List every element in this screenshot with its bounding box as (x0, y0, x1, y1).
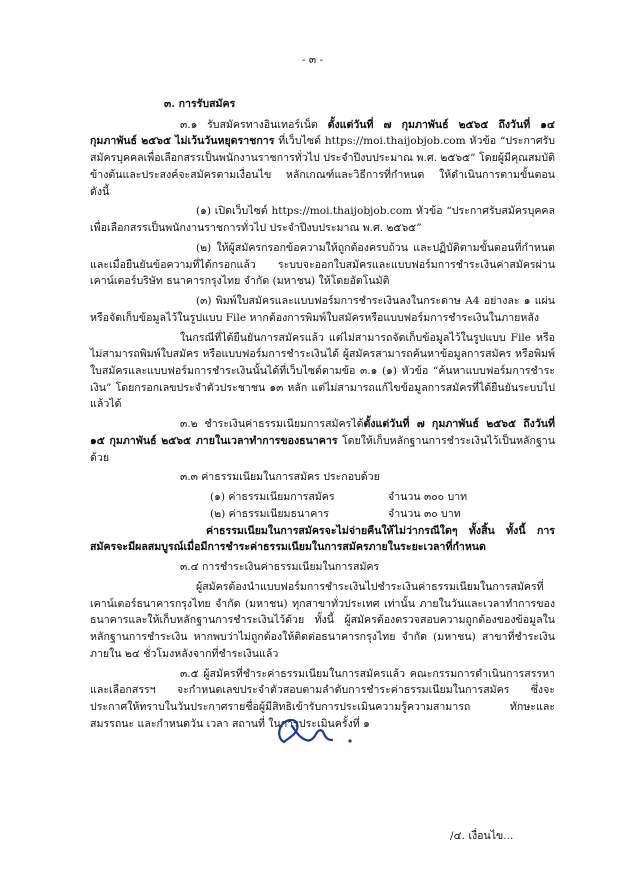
step-2: (๒) ให้ผู้สมัครกรอกข้อความให้ถูกต้องครบถ้วน และปฏิบัติตามขั้นตอนที่กำหนด และเมื่อยืนยันข้อความที่ได้กรอกแล้ว ระบบจะออกใบสมัครและแบบฟอร์มการชำระเงินค่าสมัครผ่านเคาน์เตอร์บริษัท ธนาคารกรุงไทย จำกัด (มหาชน) ให้โดยอัตโนมัติ (90, 241, 555, 288)
paragraph-3-4-body: ผู้สมัครต้องนำแบบฟอร์มการชำระเงินไปชำระเงินค่าธรรมเนียมในการสมัครที่เคาน์เตอร์ธนาคารกรุงไทย จำกัด (มหาชน) ทุกสาขาทั่วประเทศ เท่านั้น ภายในวันและเวลาทำการของธนาคารและให้เก็บหลักฐานการชำระเงินไว้ด้วย ทั้งนี้ ผู้สมัครต้องตรวจสอบความถูกต้องของข้อมูลในหลักฐานการชำระเงิน หากพบว่าไม่ถูกต้องให้ติดต่อธนาคารกรุงไทย จำกัด (มหาชน) สาขาที่ชำระเงินภายใน ๒๔ ชั่วโมงหลังจากที่ชำระเงินแล้ว (90, 580, 555, 660)
fee-amount: จำนวน ๓๐ บาท (388, 507, 461, 520)
step-3: (๓) พิมพ์ใบสมัครและแบบฟอร์มการชำระเงินลงในกระดาษ A4 อย่างละ ๑ แผ่น หรือจัดเก็บข้อมูลไว้ในรูปแบบ File หากต้องการพิมพ์ใบสมัครหรือแบบฟอร์มการชำระเงินในภายหลัง (90, 295, 555, 324)
paragraph-3-2 (90, 416, 555, 466)
paragraph-3-1-body: ที่เว็บไซต์ https://moi.thaijobjob.com หัวข้อ “ประกาศรับสมัครบุคคลเพื่อเลือกสรรเป็นพนักงานราชการทั่วไป ประจำปีงบประมาณ พ.ศ. ๒๕๖๕” โดยผู้มีคุณสมบัติข้างต้นและประสงค์จะสมัครตามเงื่อนไข หลักเกณฑ์และวิธีการที่กำหนด ให้ดำเนินการตามขั้นตอน ดังนี้ (90, 135, 555, 198)
paragraph-3-4: ๓.๔ การชำระเงินค่าธรรมเนียมในการสมัคร (180, 561, 380, 574)
paragraph-3-3: ๓.๓ ค่าธรรมเนียมในการสมัคร ประกอบด้วย (180, 471, 380, 484)
non-refundable-warning: ค่าธรรมเนียมในการสมัครจะไม่จ่ายคืนให้ไม่ว่ากรณีใดๆ ทั้งสิ้น ทั้งนี้ การสมัครจะมีผลสมบูรณ์เมื่อมีการชำระค่าธรรมเนียมในการสมัครภายในระยะเวลาที่กำหนด (90, 524, 555, 554)
application-period: ตั้งแต่วันที่ ๗ กุมภาพันธ์ ๒๕๖๕ ถึงวันที่ ๑๔ กุมภาพันธ์ ๒๕๖๕ ไม่เว้นวันหยุดราชการ (90, 118, 555, 148)
recruitment-section (90, 96, 555, 735)
fee-item (210, 506, 555, 523)
step-3-continued: ในกรณีที่ได้ยืนยันการสมัครแล้ว แต่ไม่สามารถจัดเก็บข้อมูลไว้ในรูปแบบ File หรือไม่สามารถพิมพ์ใบสมัคร หรือแบบฟอร์มการชำระเงินได้ ผู้สมัครสามารถค้นหาข้อมูลการสมัคร หรือพิมพ์ใบสมัครและแบบฟอร์มการชำระเงินนั้นได้ที่เว็บไซต์ตามข้อ ๓.๑ (๑) หัวข้อ “ค้นหาแบบฟอร์มการชำระเงิน” โดยกรอกเลขประจำตัวประชาชน ๑๓ หลัก แต่ไม่สามารถแก้ไขข้อมูลการสมัครที่ได้ยืนยันระบบไปแล้วได้ (90, 331, 555, 411)
page-number: - ๓ - (301, 54, 324, 66)
fee-amount: จำนวน ๓๐๐ บาท (388, 491, 468, 504)
next-page-marker: /๔. เงื่อนไข... (450, 830, 514, 842)
section-heading: ๓. การรับสมัคร (164, 98, 236, 110)
paragraph-3-1 (90, 117, 555, 201)
fee-item (210, 489, 555, 506)
payment-period: ตั้งแต่วันที่ ๗ กุมภาพันธ์ ๒๕๖๕ ถึงวันที่ ๑๕ กุมภาพันธ์ ๒๕๖๕ ภายในเวลาทำการของธนาคาร (90, 418, 555, 447)
paragraph-3-2-lead: ๓.๒ ชำระเงินค่าธรรมเนียมการสมัครได้ (180, 418, 364, 431)
paragraph-3-5: ๓.๕ ผู้สมัครที่ชำระค่าธรรมเนียมในการสมัครแล้ว คณะกรรมการดำเนินการสรรหาและเลือกสรรฯ จะกำหนดเลขประจำตัวสอบตามลำดับการชำระค่าธรรมเนียมในการสมัคร ซึ่งจะประกาศให้ทราบในวันประกาศรายชื่อผู้มีสิทธิเข้ารับการประเมินความรู้ความสามารถ ทักษะและสมรรถนะ และกำหนดวัน เวลา สถานที่ ในการประเมินครั้งที่ ๑ (90, 667, 555, 730)
paragraph-3-2-body: โดยให้เก็บหลักฐานการชำระเงินไว้เป็นหลักฐานด้วย (90, 434, 555, 464)
step-1: (๑) เปิดเว็บไซต์ https://moi.thaijobjob.com หัวข้อ “ประกาศรับสมัครบุคคลเพื่อเลือกสรรเป็นพนักงานราชการทั่วไป ประจำปีงบประมาณ พ.ศ. ๒๕๖๕” (90, 205, 555, 235)
signature-icon (270, 712, 360, 752)
paragraph-3-1-lead: ๓.๑ รับสมัครทางอินเทอร์เน็ต (180, 118, 328, 131)
fee-label: (๑) ค่าธรรมเนียมการสมัคร (210, 491, 335, 504)
fee-label: (๒) ค่าธรรมเนียมธนาคาร (210, 507, 329, 520)
